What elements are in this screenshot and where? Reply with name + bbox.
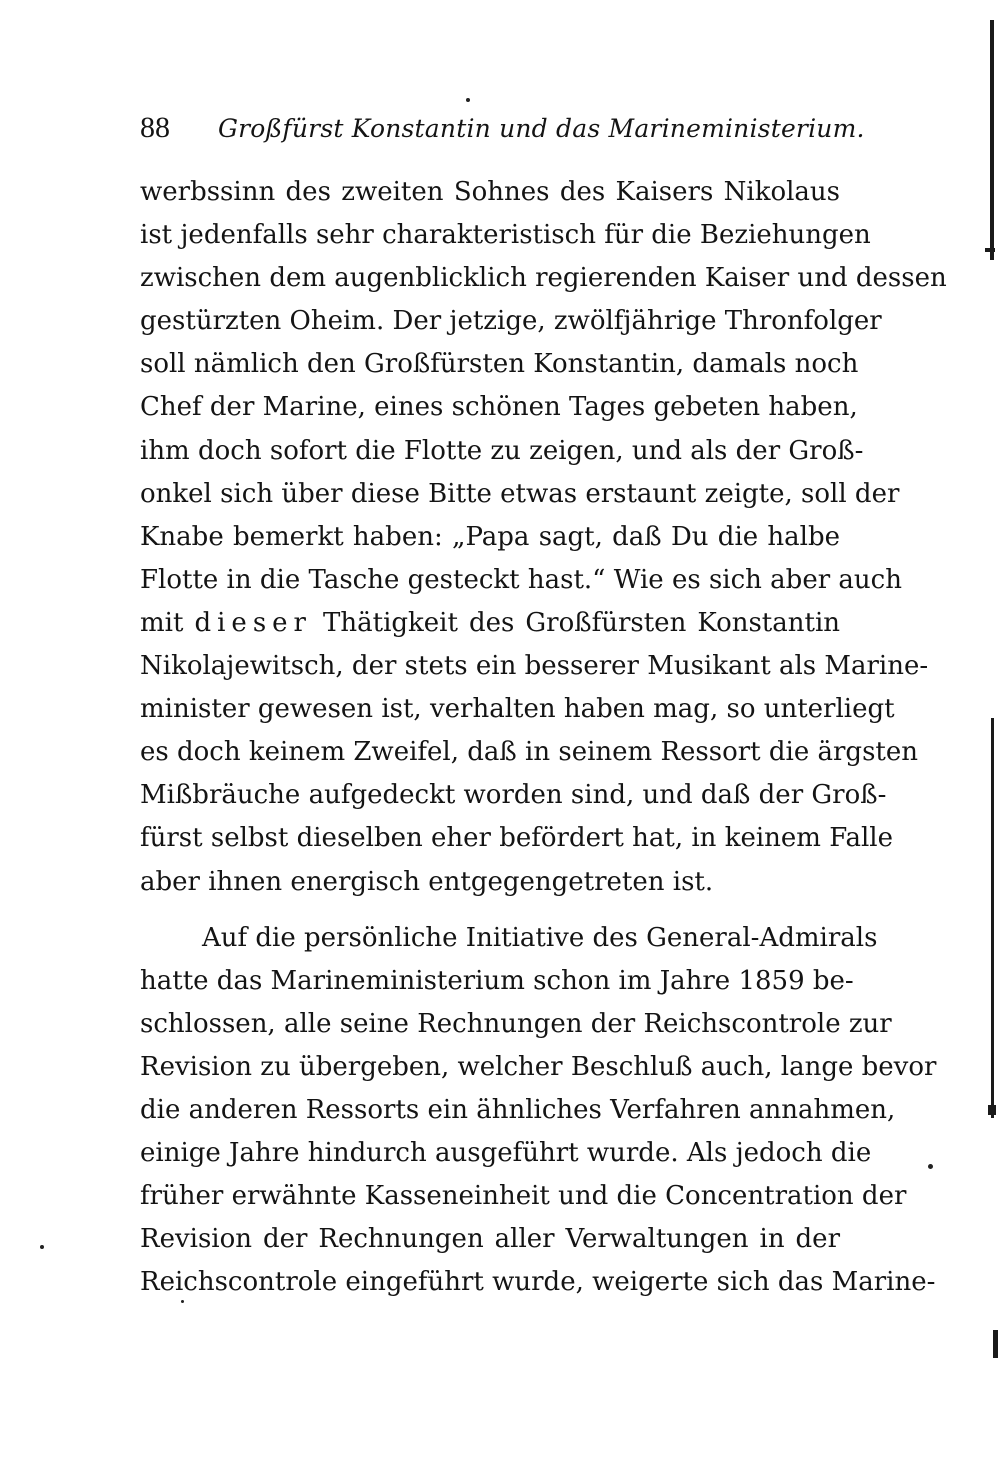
- text-line: onkel sich über diese Bitte etwas erstaunt zeigte, soll der: [140, 478, 900, 509]
- scan-edge-mark: [991, 718, 994, 1118]
- text-line: Auf die persönliche Initiative des General-Admirals: [202, 922, 878, 953]
- text-line: ist jedenfalls sehr charakteristisch für die Beziehungen: [140, 220, 871, 251]
- text-line: [140, 602, 840, 645]
- paragraph-gap: [140, 904, 840, 917]
- scan-speck: [40, 1245, 44, 1249]
- text-line: Mißbräuche aufgedeckt worden sind, und daß der Groß-: [140, 780, 887, 811]
- text-line: Revision der Rechnungen aller Verwaltungen in der: [140, 1224, 840, 1255]
- text-line: die anderen Ressorts ein ähnliches Verfahren annahmen,: [140, 1094, 896, 1125]
- text-line: zwischen dem augenblicklich regierenden Kaiser und dessen: [140, 263, 947, 294]
- text-line: Reichscontrole eingeführt wurde, weigerte sich das Marine-: [140, 1267, 936, 1298]
- text-line: früher erwähnte Kasseneinheit und die Concentration der: [140, 1181, 907, 1212]
- scan-speck: [181, 1300, 184, 1303]
- text-line: minister gewesen ist, verhalten haben mag, so unterliegt: [140, 694, 895, 725]
- text-line: Nikolajewitsch, der stets ein besserer Musikant als Marine-: [140, 651, 929, 682]
- text-line: fürst selbst dieselben eher befördert hat, in keinem Falle: [140, 823, 893, 854]
- running-title: Großfürst Konstantin und das Marineministerium.: [217, 114, 865, 143]
- text-line: Chef der Marine, eines schönen Tages gebeten haben,: [140, 392, 858, 423]
- emphasized-word: dieser: [194, 607, 312, 638]
- text-line: einige Jahre hindurch ausgeführt wurde. Als jedoch die: [140, 1138, 872, 1169]
- text-line: schlossen, alle seine Rechnungen der Reichscontrole zur: [140, 1008, 892, 1039]
- text-line: Knabe bemerkt haben: „Papa sagt, daß Du die halbe: [140, 521, 840, 552]
- scan-edge-mark: [990, 20, 994, 260]
- text-line: Flotte in die Tasche gesteckt hast.“ Wie es sich aber auch: [140, 564, 902, 595]
- text-line: werbssinn des zweiten Sohnes des Kaisers Nikolaus: [140, 177, 840, 207]
- scan-edge-mark: [988, 1105, 996, 1115]
- text-line: gestürzten Oheim. Der jetzige, zwölfjährige Thronfolger: [140, 306, 882, 337]
- scan-edge-mark: [985, 248, 995, 252]
- text-line: soll nämlich den Großfürsten Konstantin, damals noch: [140, 349, 859, 380]
- running-head: [140, 108, 865, 148]
- text-line: aber ihnen energisch entgegengetreten ist.: [140, 866, 714, 897]
- text-line: ihm doch sofort die Flotte zu zeigen, und als der Groß-: [140, 435, 864, 466]
- text-line: es doch keinem Zweifel, daß in seinem Ressort die ärgsten: [140, 737, 918, 768]
- body-text: [140, 171, 947, 1304]
- page-number: 88: [140, 111, 170, 144]
- scan-speck: [928, 1164, 933, 1169]
- text-line: Revision zu übergeben, welcher Beschluß auch, lange bevor: [140, 1051, 937, 1082]
- text-fragment: Thätigkeit des Großfürsten Konstantin: [323, 607, 841, 638]
- scan-speck: [466, 98, 470, 102]
- scan-edge-mark: [993, 1330, 998, 1358]
- text-line: hatte das Marineministerium schon im Jahre 1859 be-: [140, 965, 854, 996]
- text-fragment: mit: [140, 607, 184, 638]
